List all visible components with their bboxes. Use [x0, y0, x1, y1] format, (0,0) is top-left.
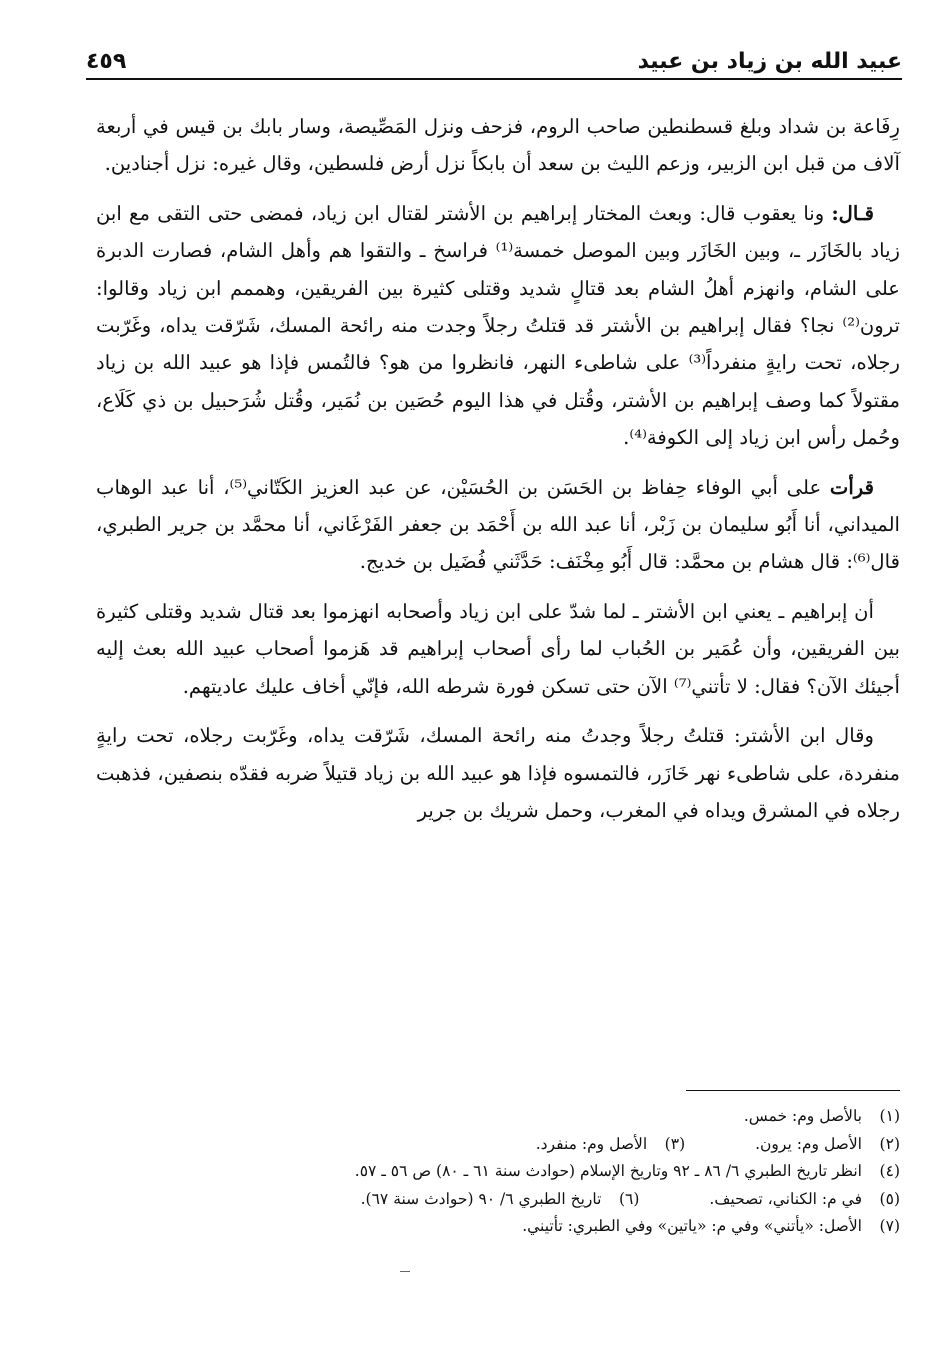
footnote-text: في م: الكناني، تصحيف.	[709, 1189, 862, 1208]
paragraph-2-lead: قـال:	[831, 201, 874, 225]
footnote-6	[361, 1186, 640, 1214]
footnote-text: بالأصل وم: خمس.	[743, 1107, 862, 1125]
paragraph-5: وقال ابن الأشتر: قتلتُ رجلاً وجدتُ منه رائحة المسك، شَرّقت يداه، وغَرّبت رجلاه، تحت رايةٍ منفردة، على شاطىء نهر خَازَر، فالتمسوه فإذا هو عبيد الله بن زياد قتيلاً ضربه فقدّه بنصفين، فذهبت رجلاه في المشرق ويداه في المغرب، وحمل شريك بن جرير	[96, 724, 900, 822]
footnote-separator	[686, 1090, 900, 1091]
main-text	[96, 108, 900, 841]
bottom-mark	[400, 1271, 410, 1272]
paragraph-3	[96, 469, 900, 581]
paragraph-2-text: ونا يعقوب قال: وبعث المختار إبراهيم بن الأشتر لقتال ابن زياد، فمضى حتى التقى مع ابن زياد بالخَازَر ـ، وبين الخَازَر وبين الموصل خمسة⁽¹⁾ فراسخ ـ والتقوا هم وأهل الشام، فصارت الدبرة على الشام، وانهزم أهلُ الشام بعد قتالٍ شديد وقتلى كثيرة بين الفريقين، وهممم ابن زياد وقالوا: ترون⁽²⁾ نجا؟ فقال إبراهيم بن الأشتر قد قتلتُ رجلاً وجدت منه رائحة المسك، شَرّقت يداه، وغَرّبت رجلاه، تحت رايةٍ منفرداً⁽³⁾ على شاطىء النهر، فانظروا من هو؟ فالتُمس فإذا هو عبيد الله بن زياد مقتولاً كما وصف إبراهيم بن الأشتر، وقُتل في هذا اليوم حُصَين بن نُمَير، وقُتل شُرَحبيل بن ذي كَلَاع، وحُمل رأس ابن زياد إلى الكوفة⁽⁴⁾.	[96, 201, 901, 450]
footnote-number: (١)	[879, 1107, 900, 1125]
footnote-number: (٧)	[879, 1217, 900, 1235]
paragraph-4: أن إبراهيم ـ يعني ابن الأشتر ـ لما شدّ على ابن زياد وأصحابه انهزموا بعد قتال شديد وقتلى كثيرة بين الفريقين، وأن عُمَير بن الحُباب لما رأى أصحاب إبراهيم قد هَزموا أصحاب عبيد الله بعث إليه أجيئك الآن؟ فقال: لا تأتني⁽⁷⁾ الآن حتى تسكن فورة شرطه الله، فإنّي أخاف عليك عاديتهم.	[96, 599, 900, 698]
footnotes	[96, 1103, 900, 1241]
footnote-2	[755, 1131, 900, 1159]
footnote-text: الأصل: «يأتني» وفي م: «ياتين» وفي الطبري: تأتيني.	[522, 1217, 862, 1235]
running-title: عبيد الله بن زياد بن عبيد	[637, 49, 902, 74]
paragraph-1: رِفَاعة بن شداد وبلغ قسطنطين صاحب الروم، فزحف ونزل المَصِّيصة، وسار بابك بن قيس في أربعة آلاف من قبل ابن الزبير، وزعم الليث بن سعد أن بابكاً نزل أرض فلسطين، وقال غيره: نزل أجنادين.	[96, 115, 900, 176]
footnote-text: انظر تاريخ الطبري ٦/ ٨٦ ـ ٩٢ وتاريخ الإسلام (حوادث سنة ٦١ ـ ٨٠) ص ٥٦ ـ ٥٧.	[354, 1162, 862, 1180]
footnote-number: (٤)	[879, 1162, 900, 1180]
footnote-number: (٣)	[664, 1134, 686, 1153]
footnote-number: (٦)	[618, 1189, 640, 1208]
footnote-1	[744, 1103, 900, 1131]
page-number: ٤٥٩	[86, 49, 127, 74]
page-header	[86, 38, 902, 80]
footnote-number: (٥)	[879, 1189, 900, 1208]
footnote-3	[536, 1131, 685, 1159]
paragraph-3-lead: قرأت	[829, 475, 874, 499]
footnote-text: تاريخ الطبري ٦/ ٩٠ (حوادث سنة ٦٧).	[360, 1189, 602, 1208]
footnote-5	[709, 1186, 900, 1214]
footnote-text: الأصل وم: يرون.	[755, 1134, 862, 1153]
footnote-7	[522, 1213, 900, 1241]
footnote-4	[355, 1158, 900, 1186]
paragraph-2	[96, 195, 900, 457]
paragraph-3-text: على أبي الوفاء حِفاظ بن الحَسَن بن الحُسَيْن، عن عبد العزيز الكَتّاني⁽⁵⁾، أنا عبد الوهاب الميداني، أنا أَبُو سليمان بن زَبْر، أنا عبد الله بن أَحْمَد بن جعفر الفَرْغَاني، أنا محمَّد بن جرير الطبري، قال⁽⁶⁾: قال هشام بن محمَّد: قال أَبُو مِخْنَف: حَدَّثَني فُضَيل بن خديج.	[96, 475, 900, 574]
footnote-text: الأصل وم: منفرد.	[535, 1134, 648, 1153]
footnote-number: (٢)	[879, 1134, 900, 1153]
